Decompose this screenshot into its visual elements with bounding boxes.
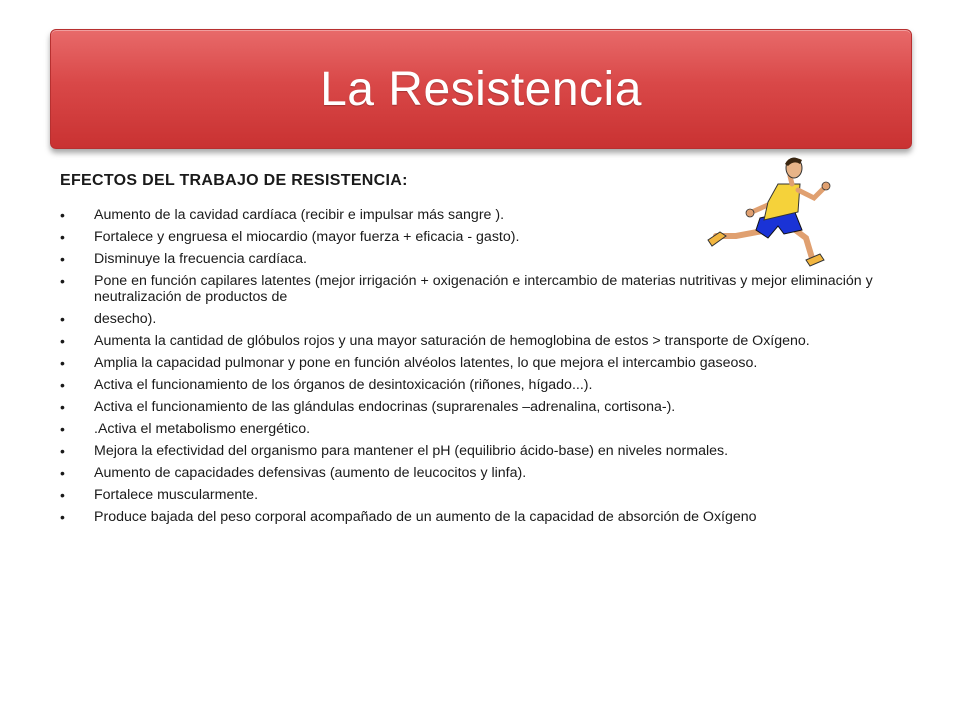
bullet-icon: • [60,421,65,437]
bullet-text: Aumento de capacidades defensivas (aumento de leucocitos y linfa). [94,465,527,481]
bullet-icon: • [60,251,65,267]
list-item [60,509,910,525]
list-item [60,487,910,503]
list-item [60,229,910,245]
bullet-icon: • [60,311,65,327]
bullet-text: desecho). [94,311,157,327]
bullet-text: Mejora la efectividad del organismo para mantener el pH (equilibrio ácido-base) en niveles normales. [94,443,729,459]
bullet-icon: • [60,487,65,503]
bullet-icon: • [60,465,65,481]
list-item [60,355,910,371]
list-item [60,377,910,393]
bullet-icon: • [60,229,65,245]
slide-title: La Resistencia [320,62,642,116]
title-banner [50,29,912,149]
bullet-icon: • [60,273,65,289]
bullet-text: Fortalece y engruesa el miocardio (mayor fuerza + eficacia - gasto). [94,229,520,245]
bullet-icon: • [60,355,65,371]
bullet-text: .Activa el metabolismo energético. [94,421,311,437]
bullet-icon: • [60,333,65,349]
list-item [60,443,910,459]
bullet-text: Disminuye la frecuencia cardíaca. [94,251,307,267]
slide-subtitle: EFECTOS DEL TRABAJO DE RESISTENCIA: [60,172,408,189]
bullet-icon: • [60,509,65,525]
bullet-text: Pone en función capilares latentes (mejor irrigación + oxigenación e intercambio de materias nutritivas y mejor eliminación y neutralización de productos de [94,273,873,305]
list-item [60,333,910,349]
bullet-text: Aumenta la cantidad de glóbulos rojos y una mayor saturación de hemoglobina de estos > transporte de Oxígeno. [94,333,810,349]
list-item [60,207,910,223]
list-item [60,421,910,437]
bullet-text: Produce bajada del peso corporal acompañado de un aumento de la capacidad de absorción de Oxígeno [94,509,757,525]
bullet-text: Activa el funcionamiento de las glándulas endocrinas (suprarenales –adrenalina, cortisona-). [94,399,676,415]
bullet-icon: • [60,443,65,459]
list-item [60,273,910,305]
bullet-text: Amplia la capacidad pulmonar y pone en función alvéolos latentes, lo que mejora el intercambio gaseoso. [94,355,758,371]
bullet-icon: • [60,377,65,393]
bullet-icon: • [60,399,65,415]
bullet-text: Aumento de la cavidad cardíaca (recibir e impulsar más sangre ). [94,207,505,223]
list-item [60,465,910,481]
list-item [60,311,910,327]
bullet-icon: • [60,207,65,223]
bullet-list [60,207,910,531]
bullet-text: Fortalece muscularmente. [94,487,259,503]
bullet-text: Activa el funcionamiento de los órganos de desintoxicación (riñones, hígado...). [94,377,593,393]
list-item [60,399,910,415]
list-item [60,251,910,267]
